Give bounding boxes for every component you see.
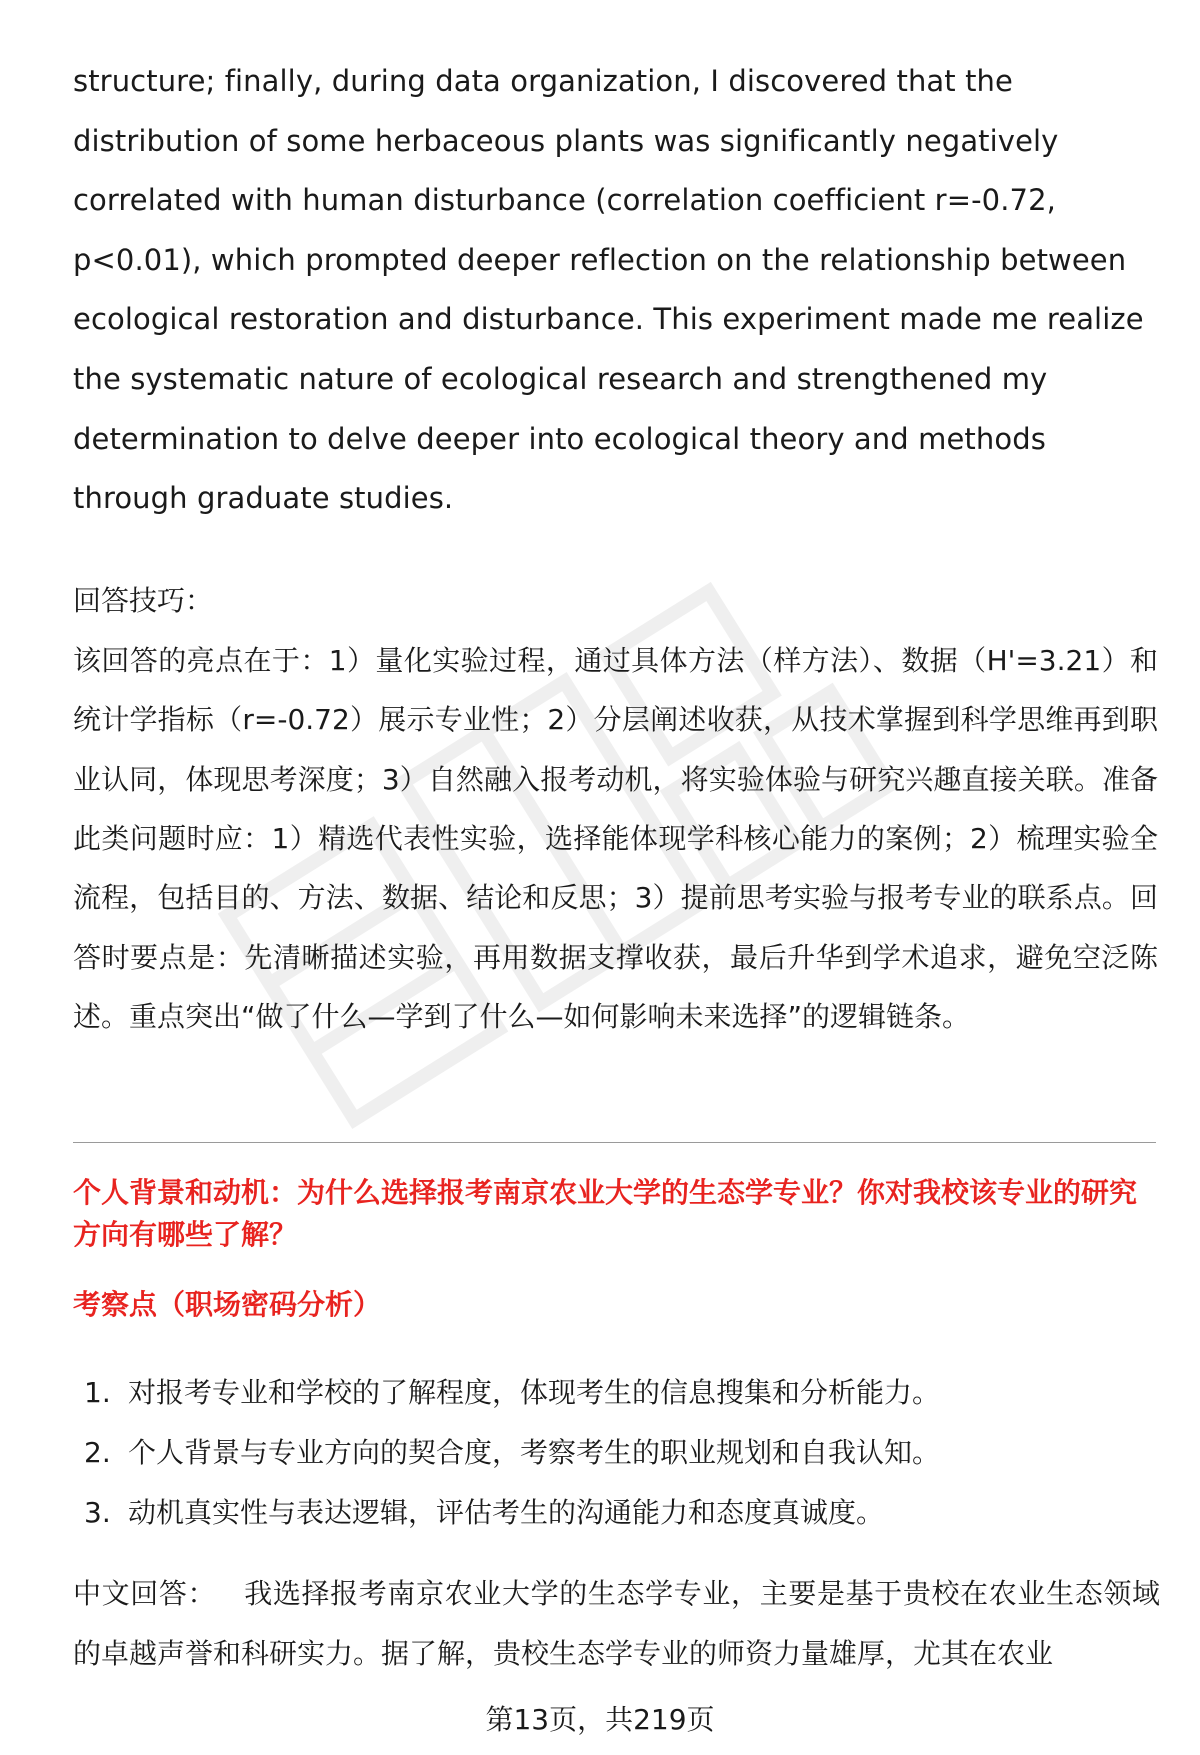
assessment-points-heading: 考察点（职场密码分析） bbox=[73, 1288, 382, 1321]
list-item-number: 2. bbox=[84, 1436, 111, 1469]
page-number-footer: 第13页，共219页 bbox=[485, 1703, 715, 1736]
list-item-text: 对报考专业和学校的了解程度，体现考生的信息搜集和分析能力。 bbox=[128, 1376, 941, 1409]
list-item bbox=[84, 1423, 1144, 1483]
chinese-answer-label: 中文回答： bbox=[73, 1577, 217, 1610]
list-item-number: 1. bbox=[84, 1376, 111, 1409]
list-item bbox=[84, 1363, 1144, 1423]
list-item bbox=[84, 1483, 1144, 1543]
tips-title: 回答技巧： bbox=[73, 583, 214, 617]
tips-paragraph: 该回答的亮点在于：1）量化实验过程，通过具体方法（样方法）、数据（H'=3.21）和统计学指标（r=-0.72）展示专业性；2）分层阐述收获，从技术掌握到科学思维再到职业认同，体现思考深度；3）自然融入报考动机，将实验体验与研究兴趣直接关联。准备此类问题时应：1）精选代表性实验，选择能体现学科核心能力的案例；2）梳理实验全流程，包括目的、方法、数据、结论和反思；3）提前思考实验与报考专业的联系点。回答时要点是：先清晰描述实验，再用数据支撑收获，最后升华到学术追求，避免空泛陈述。重点突出“做了什么—学到了什么—如何影响未来选择”的逻辑链条。 bbox=[73, 643, 1158, 1034]
question-heading: 个人背景和动机：为什么选择报考南京农业大学的生态学专业？你对我校该专业的研究方向有哪些了解？ bbox=[73, 1176, 1138, 1251]
document-body bbox=[73, 52, 1158, 1047]
section-divider bbox=[73, 1142, 1156, 1143]
english-answer-paragraph: structure; finally, during data organization, I discovered that the distribution of some herbaceous plants was significantly negatively correlated with human disturbance (correlation coefficient r=-0.72, p<0.01), which prompted deeper reflection on the relationship between ecological restoration and disturbance. This experiment made me realize the systematic nature of ecological research and strengthened my determination to delve deeper into ecological theory and methods through graduate studies. bbox=[73, 64, 1144, 516]
assessment-points-list bbox=[84, 1363, 1144, 1543]
chinese-answer-paragraph bbox=[73, 1564, 1160, 1684]
list-item-text: 动机真实性与表达逻辑，评估考生的沟通能力和态度真诚度。 bbox=[128, 1496, 885, 1529]
list-item-text: 个人背景与专业方向的契合度，考察考生的职业规划和自我认知。 bbox=[128, 1436, 941, 1469]
chinese-answer-text: 我选择报考南京农业大学的生态学专业，主要是基于贵校在农业生态领域的卓越声誉和科研实力。据了解，贵校生态学专业的师资力量雄厚，尤其在农业 bbox=[73, 1577, 1160, 1670]
list-item-number: 3. bbox=[84, 1496, 111, 1529]
